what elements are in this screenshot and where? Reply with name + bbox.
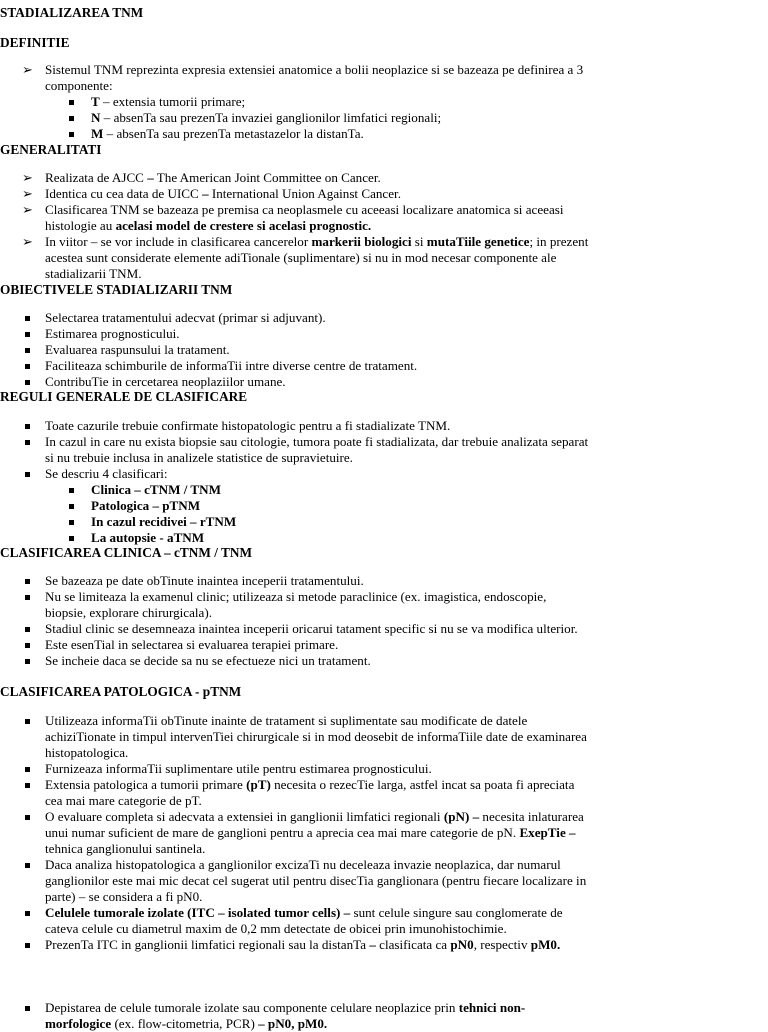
heading-obiective: OBIECTIVELE STADIALIZARII TNM <box>0 282 233 297</box>
square-bullet-icon <box>25 380 30 385</box>
list-item: Se descriu 4 clasificari: Clinica – cTNM / TNM Patologica – pTNM In cazul recidivei – rTNM La autopsie - aTNM <box>0 466 590 546</box>
arrow-bullet-icon: ➢ <box>22 234 33 249</box>
heading-clinica: CLASIFICAREA CLINICA – cTNM / TNM <box>0 545 253 560</box>
list-item: Furnizeaza informaTii suplimentare utile pentru estimarea prognosticului. <box>0 761 590 777</box>
list-item: PrezenTa ITC in ganglionii limfatici regionali sau la distanTa – clasificata ca pN0, respectiv pM0. <box>0 937 590 953</box>
list-item: In cazul in care nu exista biopsie sau citologie, tumora poate fi stadializata, dar trebuie analizata separat si nu trebuie inclusa in analizele statistice de supravietuire. <box>0 434 590 466</box>
square-bullet-icon <box>25 911 30 916</box>
square-bullet-icon <box>69 100 74 105</box>
square-bullet-icon <box>25 424 30 429</box>
list-item: Daca analiza histopatologica a ganglionilor excizaTi nu deceleaza invazie neoplazica, dar numarul ganglionilor este mai mic decat cel sugerat util pentru disecTia ganglionara (pentru fiecare localizare in parte) – se considera a fi pN0. <box>0 857 590 905</box>
list-item: Stadiul clinic se desemneaza inaintea inceperii oricarui tatament specific si nu se va modifica ulterior. <box>0 621 590 637</box>
square-bullet-icon <box>69 116 74 121</box>
list-item: Selectarea tratamentului adecvat (primar si adjuvant). <box>0 310 590 326</box>
list-item: T – extensia tumorii primare; <box>45 94 590 110</box>
square-bullet-icon <box>69 520 74 525</box>
list-item: ➢ Sistemul TNM reprezinta expresia extensiei anatomice a bolii neoplazice si se bazeaza pe definirea a 3 componente: T – extensia tumorii primare; N – absenTa sau prezenTa invaziei ganglionilor limfatici regionali; M – absenTa sau prezenTa metastazelor la distanTa. <box>0 62 590 142</box>
list-item: Clinica – cTNM / TNM <box>45 482 590 498</box>
list-item: N – absenTa sau prezenTa invaziei ganglionilor limfatici regionali; <box>45 110 590 126</box>
square-bullet-icon <box>69 488 74 493</box>
obiective-list <box>0 310 590 390</box>
square-bullet-icon <box>25 767 30 772</box>
square-bullet-icon <box>25 627 30 632</box>
heading-reguli: REGULI GENERALE DE CLASIFICARE <box>0 389 248 404</box>
list-item: ➢ Clasificarea TNM se bazeaza pe premisa ca neoplasmele cu aceeasi localizare anatomica si aceeasi histologie au acelasi model de crestere si acelasi prognostic. <box>22 202 564 233</box>
list-item: Toate cazurile trebuie confirmate histopatologic pentru a fi stadializate TNM. <box>0 418 590 434</box>
square-bullet-icon <box>25 1006 30 1011</box>
square-bullet-icon <box>25 643 30 648</box>
definitie-list <box>0 62 590 142</box>
patologica-list-continued <box>0 1000 590 1032</box>
list-item: Estimarea prognosticului. <box>0 326 590 342</box>
list-item: Utilizeaza informaTii obTinute inainte de tratament si suplimentate sau modificate de datele achiziTionate in timpul intervenTiei chirurgicale si in mod deosebit de informaTiile date de examinarea histopatologica. <box>0 713 590 761</box>
list-item: La autopsie - aTNM <box>45 530 590 546</box>
generalitati-list <box>0 170 590 282</box>
heading-definitie: DEFINITIE <box>0 35 70 50</box>
square-bullet-icon <box>25 316 30 321</box>
square-bullet-icon <box>25 348 30 353</box>
list-item: Nu se limiteaza la examenul clinic; utilizeaza si metode paraclinice (ex. imagistica, endoscopie, biopsie, explorare chirurgicala). <box>0 589 590 621</box>
clinica-list <box>0 573 590 669</box>
clasificari-list <box>45 482 590 546</box>
square-bullet-icon <box>25 943 30 948</box>
arrow-bullet-icon: ➢ <box>22 202 33 217</box>
document-title: STADIALIZAREA TNM <box>0 5 144 20</box>
square-bullet-icon <box>25 595 30 600</box>
list-item: ➢ Identica cu cea data de UICC – International Union Against Cancer. <box>22 186 401 201</box>
square-bullet-icon <box>69 504 74 509</box>
square-bullet-icon <box>25 783 30 788</box>
list-item: Celulele tumorale izolate (ITC – isolated tumor cells) – sunt celule singure sau conglomerate de cateva celule cu diametrul maxim de 0,2 mm detectate de obicei prin imunohistochimie. <box>0 905 590 937</box>
heading-patologica: CLASIFICAREA PATOLOGICA - pTNM <box>0 684 242 699</box>
square-bullet-icon <box>25 364 30 369</box>
square-bullet-icon <box>25 332 30 337</box>
list-item: Depistarea de celule tumorale izolate sau componente celulare neoplazice prin tehnici non-morfologice (ex. flow-citometria, PCR) – pN0, pM0. <box>0 1000 590 1032</box>
list-item: Se incheie daca se decide sa nu se efectueze nici un tratament. <box>0 653 590 669</box>
list-item: Patologica – pTNM <box>45 498 590 514</box>
arrow-bullet-icon: ➢ <box>22 186 33 201</box>
list-item: Extensia patologica a tumorii primare (pT) necesita o rezecTie larga, astfel incat sa poata fi apreciata cea mai mare categorie de pT. <box>0 777 590 809</box>
list-item: Evaluarea raspunsului la tratament. <box>0 342 590 358</box>
list-item: In cazul recidivei – rTNM <box>45 514 590 530</box>
square-bullet-icon <box>69 536 74 541</box>
list-item: O evaluare completa si adecvata a extensiei in ganglionii limfatici regionali (pN) – necesita inlaturarea unui numar suficient de mare de ganglioni pentru a aprecia cea mai mare categorie de pN. ExepTie – tehnica ganglionului santinela. <box>0 809 590 857</box>
arrow-bullet-icon: ➢ <box>22 170 33 185</box>
square-bullet-icon <box>69 132 74 137</box>
square-bullet-icon <box>25 579 30 584</box>
square-bullet-icon <box>25 659 30 664</box>
list-item: Faciliteaza schimburile de informaTii intre diverse centre de tratament. <box>0 358 590 374</box>
heading-generalitati: GENERALITATI <box>0 142 102 157</box>
list-item: ContribuTie in cercetarea neoplaziilor umane. <box>0 374 590 390</box>
list-item: Se bazeaza pe date obTinute inaintea inceperii tratamentului. <box>0 573 590 589</box>
patologica-list <box>0 713 590 953</box>
list-item: Este esenTial in selectarea si evaluarea terapiei primare. <box>0 637 590 653</box>
reguli-list <box>0 418 590 546</box>
square-bullet-icon <box>25 719 30 724</box>
components-list <box>45 94 590 142</box>
list-item: M – absenTa sau prezenTa metastazelor la distanTa. <box>45 126 590 142</box>
list-item: ➢ Realizata de AJCC – The American Joint Committee on Cancer. <box>22 170 381 185</box>
square-bullet-icon <box>25 472 30 477</box>
square-bullet-icon <box>25 863 30 868</box>
arrow-bullet-icon: ➢ <box>22 62 33 77</box>
square-bullet-icon <box>25 815 30 820</box>
square-bullet-icon <box>25 440 30 445</box>
list-item: ➢ In viitor – se vor include in clasificarea cancerelor markerii biologici si mutaTiile genetice; in prezent acestea sunt considerate elemente adiTionale (suplimentare) si nu in mod necesar componente ale stadializarii TNM. <box>22 234 589 281</box>
